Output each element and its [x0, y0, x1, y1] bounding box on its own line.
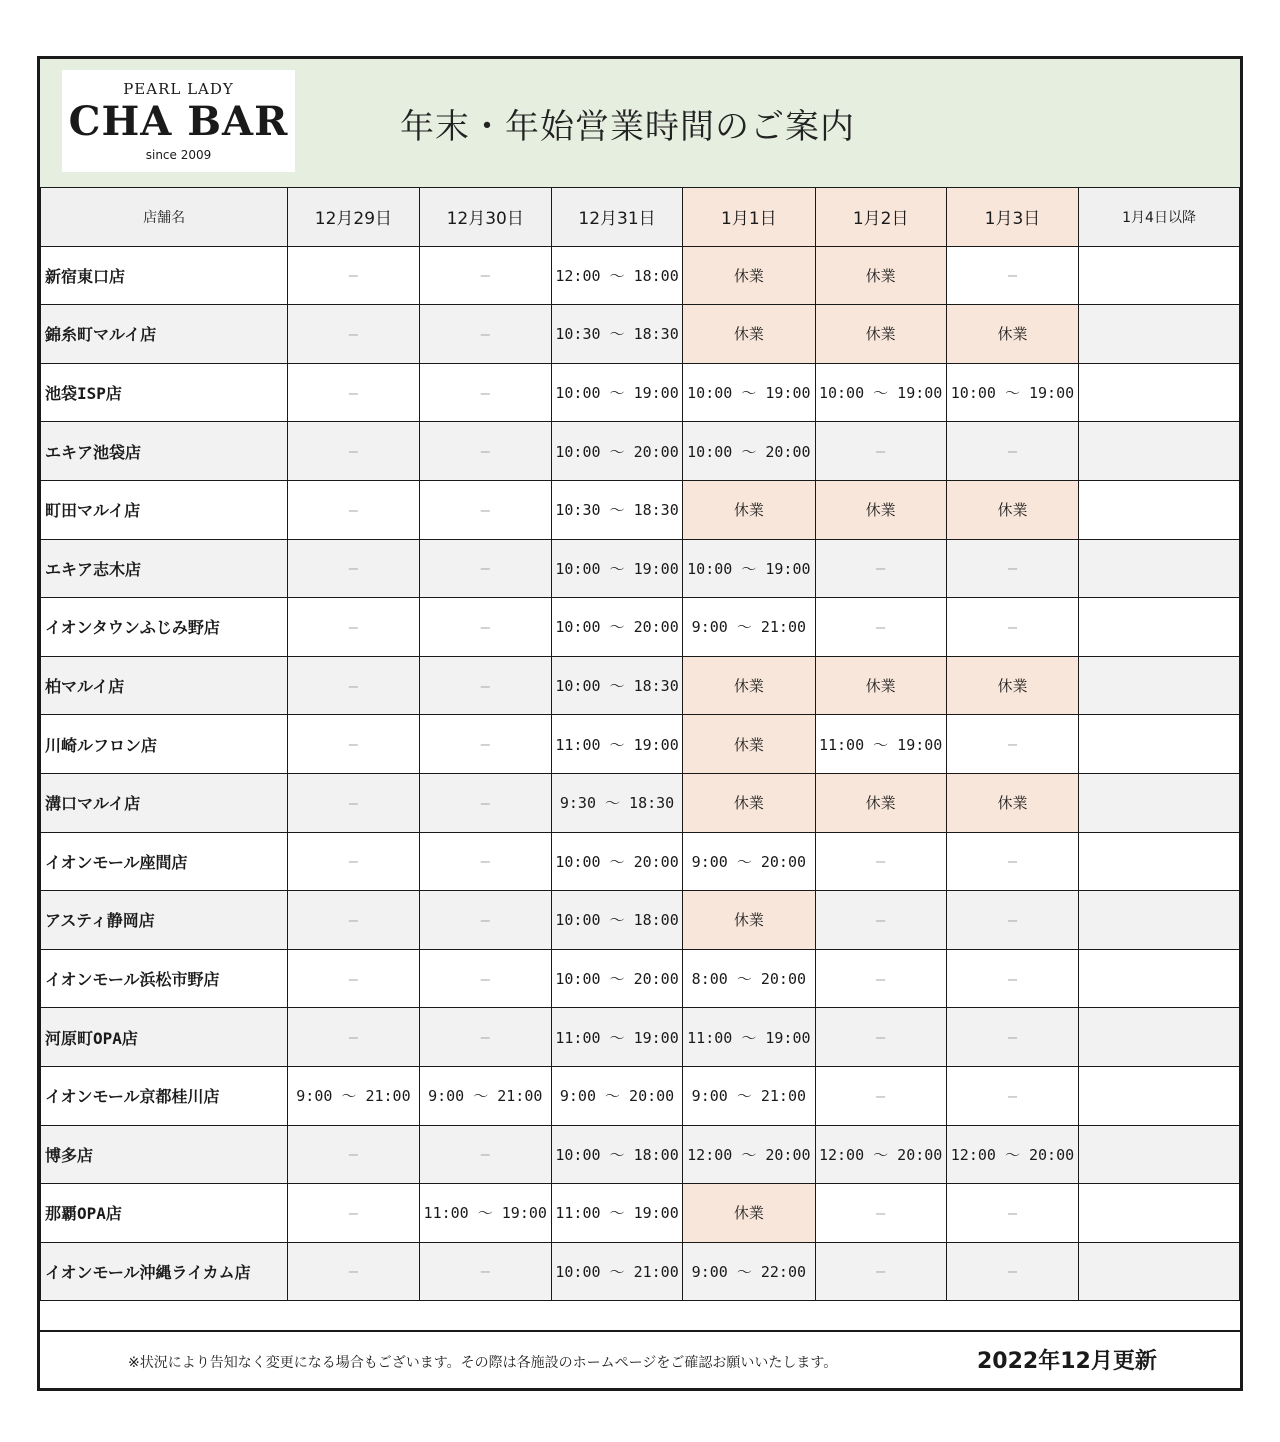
- table-row: [41, 1066, 1240, 1125]
- hours-table: [40, 187, 1240, 1301]
- store-name: イオンモール座間店: [41, 832, 288, 891]
- hours-cell: 10:00 〜 20:00: [551, 949, 682, 1008]
- column-header: 12月30日: [419, 188, 551, 247]
- no-data-cell: —: [288, 1125, 419, 1184]
- store-name: 町田マルイ店: [41, 480, 288, 539]
- no-data-cell: —: [419, 363, 551, 422]
- column-header: 12月29日: [288, 188, 419, 247]
- footer: [40, 1330, 1240, 1388]
- hours-cell: 9:00 〜 20:00: [683, 832, 815, 891]
- closed-cell: 休業: [683, 480, 815, 539]
- column-header: 12月31日: [551, 188, 682, 247]
- store-name: エキア池袋店: [41, 422, 288, 481]
- store-name: 池袋ISP店: [41, 363, 288, 422]
- store-name: 新宿東口店: [41, 246, 288, 305]
- no-data-cell: —: [946, 949, 1078, 1008]
- hours-cell: [1079, 305, 1240, 364]
- hours-cell: 12:00 〜 20:00: [815, 1125, 946, 1184]
- logo-name: CHA BAR: [68, 98, 289, 145]
- no-data-cell: —: [946, 1184, 1078, 1243]
- no-data-cell: —: [288, 246, 419, 305]
- no-data-cell: —: [946, 539, 1078, 598]
- hours-cell: 9:00 〜 21:00: [683, 1066, 815, 1125]
- store-name: イオンモール京都桂川店: [41, 1066, 288, 1125]
- closed-cell: 休業: [946, 773, 1078, 832]
- closed-cell: 休業: [815, 305, 946, 364]
- hours-cell: [1079, 246, 1240, 305]
- hours-cell: [1079, 773, 1240, 832]
- closed-cell: 休業: [683, 891, 815, 950]
- no-data-cell: —: [288, 715, 419, 774]
- no-data-cell: —: [946, 832, 1078, 891]
- hours-cell: 12:00 〜 18:00: [551, 246, 682, 305]
- hours-cell: 9:30 〜 18:30: [551, 773, 682, 832]
- closed-cell: 休業: [815, 246, 946, 305]
- table-row: [41, 363, 1240, 422]
- hours-cell: [1079, 1066, 1240, 1125]
- no-data-cell: —: [419, 305, 551, 364]
- logo-since: since 2009: [145, 148, 212, 162]
- hours-cell: 9:00 〜 22:00: [683, 1242, 815, 1301]
- no-data-cell: —: [419, 1008, 551, 1067]
- no-data-cell: —: [419, 480, 551, 539]
- store-name: 博多店: [41, 1125, 288, 1184]
- no-data-cell: —: [815, 539, 946, 598]
- table-row: [41, 773, 1240, 832]
- hours-cell: 10:00 〜 19:00: [815, 363, 946, 422]
- footer-note: ※状況により告知なく変更になる場合もございます。その際は各施設のホームページをご確認お願いいたします。: [128, 1355, 838, 1371]
- hours-cell: [1079, 715, 1240, 774]
- hours-cell: [1079, 480, 1240, 539]
- no-data-cell: —: [288, 832, 419, 891]
- hours-cell: 10:00 〜 21:00: [551, 1242, 682, 1301]
- store-name: 河原町OPA店: [41, 1008, 288, 1067]
- no-data-cell: —: [419, 715, 551, 774]
- page-title: 年末・年始営業時間のご案内: [400, 107, 855, 147]
- hours-cell: 12:00 〜 20:00: [683, 1125, 815, 1184]
- logo-tagline: PEARL LADY: [123, 80, 234, 98]
- no-data-cell: —: [946, 1242, 1078, 1301]
- closed-cell: 休業: [946, 480, 1078, 539]
- no-data-cell: —: [419, 891, 551, 950]
- no-data-cell: —: [815, 422, 946, 481]
- no-data-cell: —: [419, 422, 551, 481]
- hours-cell: 11:00 〜 19:00: [551, 1008, 682, 1067]
- closed-cell: 休業: [815, 480, 946, 539]
- table-row: [41, 715, 1240, 774]
- column-header: 1月3日: [946, 188, 1078, 247]
- table-row: [41, 305, 1240, 364]
- column-header: 1月4日以降: [1079, 188, 1240, 247]
- no-data-cell: —: [419, 1125, 551, 1184]
- hours-cell: 10:00 〜 19:00: [683, 539, 815, 598]
- hours-cell: 11:00 〜 19:00: [815, 715, 946, 774]
- closed-cell: 休業: [683, 246, 815, 305]
- hours-cell: [1079, 891, 1240, 950]
- header: [40, 59, 1240, 189]
- no-data-cell: —: [288, 363, 419, 422]
- hours-cell: [1079, 832, 1240, 891]
- closed-cell: 休業: [683, 656, 815, 715]
- store-name: イオンタウンふじみ野店: [41, 598, 288, 657]
- brand-logo: [62, 70, 295, 172]
- no-data-cell: —: [288, 422, 419, 481]
- hours-cell: 10:00 〜 19:00: [551, 539, 682, 598]
- no-data-cell: —: [419, 598, 551, 657]
- no-data-cell: —: [815, 1184, 946, 1243]
- no-data-cell: —: [946, 246, 1078, 305]
- updated-date: 2022年12月更新: [977, 1349, 1157, 1374]
- no-data-cell: —: [946, 715, 1078, 774]
- closed-cell: 休業: [815, 773, 946, 832]
- hours-cell: [1079, 656, 1240, 715]
- hours-cell: 10:00 〜 18:00: [551, 1125, 682, 1184]
- hours-cell: [1079, 539, 1240, 598]
- hours-cell: 9:00 〜 21:00: [419, 1066, 551, 1125]
- no-data-cell: —: [419, 832, 551, 891]
- hours-cell: [1079, 1008, 1240, 1067]
- no-data-cell: —: [288, 656, 419, 715]
- no-data-cell: —: [288, 1008, 419, 1067]
- no-data-cell: —: [288, 1184, 419, 1243]
- store-name: イオンモール浜松市野店: [41, 949, 288, 1008]
- hours-cell: [1079, 1125, 1240, 1184]
- table-row: [41, 598, 1240, 657]
- table-row: [41, 1125, 1240, 1184]
- table-row: [41, 246, 1240, 305]
- hours-cell: [1079, 1242, 1240, 1301]
- column-header: 1月1日: [683, 188, 815, 247]
- store-name: イオンモール沖縄ライカム店: [41, 1242, 288, 1301]
- no-data-cell: —: [288, 480, 419, 539]
- table-row: [41, 1242, 1240, 1301]
- hours-cell: 9:00 〜 20:00: [551, 1066, 682, 1125]
- table-row: [41, 539, 1240, 598]
- hours-cell: 10:00 〜 20:00: [551, 422, 682, 481]
- no-data-cell: —: [288, 773, 419, 832]
- column-header: 店舗名: [41, 188, 288, 247]
- store-name: エキア志木店: [41, 539, 288, 598]
- store-name: 錦糸町マルイ店: [41, 305, 288, 364]
- store-name: 溝口マルイ店: [41, 773, 288, 832]
- hours-cell: 11:00 〜 19:00: [551, 715, 682, 774]
- hours-cell: [1079, 949, 1240, 1008]
- table-row: [41, 480, 1240, 539]
- table-row: [41, 1184, 1240, 1243]
- table-row: [41, 832, 1240, 891]
- no-data-cell: —: [288, 1242, 419, 1301]
- table-row: [41, 1008, 1240, 1067]
- hours-cell: 10:00 〜 19:00: [551, 363, 682, 422]
- no-data-cell: —: [419, 539, 551, 598]
- table-row: [41, 656, 1240, 715]
- no-data-cell: —: [288, 539, 419, 598]
- closed-cell: 休業: [683, 773, 815, 832]
- closed-cell: 休業: [683, 305, 815, 364]
- no-data-cell: —: [815, 832, 946, 891]
- hours-cell: [1079, 422, 1240, 481]
- hours-cell: 9:00 〜 21:00: [288, 1066, 419, 1125]
- hours-cell: [1079, 598, 1240, 657]
- no-data-cell: —: [946, 891, 1078, 950]
- no-data-cell: —: [815, 598, 946, 657]
- schedule-frame: [37, 56, 1243, 1391]
- hours-cell: 11:00 〜 19:00: [683, 1008, 815, 1067]
- hours-cell: 8:00 〜 20:00: [683, 949, 815, 1008]
- store-name: 那覇OPA店: [41, 1184, 288, 1243]
- hours-cell: 10:00 〜 19:00: [946, 363, 1078, 422]
- hours-cell: [1079, 1184, 1240, 1243]
- no-data-cell: —: [419, 1242, 551, 1301]
- store-name: 柏マルイ店: [41, 656, 288, 715]
- hours-cell: 10:00 〜 20:00: [551, 832, 682, 891]
- table-row: [41, 422, 1240, 481]
- no-data-cell: —: [815, 1242, 946, 1301]
- closed-cell: 休業: [815, 656, 946, 715]
- closed-cell: 休業: [683, 715, 815, 774]
- hours-cell: 10:00 〜 20:00: [683, 422, 815, 481]
- table-row: [41, 891, 1240, 950]
- no-data-cell: —: [946, 598, 1078, 657]
- no-data-cell: —: [419, 656, 551, 715]
- hours-cell: 9:00 〜 21:00: [683, 598, 815, 657]
- no-data-cell: —: [288, 949, 419, 1008]
- no-data-cell: —: [419, 773, 551, 832]
- hours-cell: [1079, 363, 1240, 422]
- table-header-row: [41, 188, 1240, 247]
- no-data-cell: —: [288, 305, 419, 364]
- hours-cell: 12:00 〜 20:00: [946, 1125, 1078, 1184]
- hours-cell: 10:30 〜 18:30: [551, 480, 682, 539]
- hours-cell: 10:30 〜 18:30: [551, 305, 682, 364]
- table-row: [41, 949, 1240, 1008]
- no-data-cell: —: [815, 949, 946, 1008]
- hours-cell: 10:00 〜 18:00: [551, 891, 682, 950]
- closed-cell: 休業: [946, 305, 1078, 364]
- no-data-cell: —: [946, 422, 1078, 481]
- store-name: 川崎ルフロン店: [41, 715, 288, 774]
- hours-cell: 11:00 〜 19:00: [551, 1184, 682, 1243]
- no-data-cell: —: [419, 246, 551, 305]
- hours-cell: 10:00 〜 20:00: [551, 598, 682, 657]
- column-header: 1月2日: [815, 188, 946, 247]
- no-data-cell: —: [815, 1008, 946, 1067]
- no-data-cell: —: [815, 1066, 946, 1125]
- no-data-cell: —: [419, 949, 551, 1008]
- store-name: アスティ静岡店: [41, 891, 288, 950]
- hours-cell: 10:00 〜 18:30: [551, 656, 682, 715]
- no-data-cell: —: [815, 891, 946, 950]
- no-data-cell: —: [288, 598, 419, 657]
- closed-cell: 休業: [946, 656, 1078, 715]
- closed-cell: 休業: [683, 1184, 815, 1243]
- no-data-cell: —: [946, 1008, 1078, 1067]
- hours-cell: 10:00 〜 19:00: [683, 363, 815, 422]
- no-data-cell: —: [288, 891, 419, 950]
- no-data-cell: —: [946, 1066, 1078, 1125]
- hours-cell: 11:00 〜 19:00: [419, 1184, 551, 1243]
